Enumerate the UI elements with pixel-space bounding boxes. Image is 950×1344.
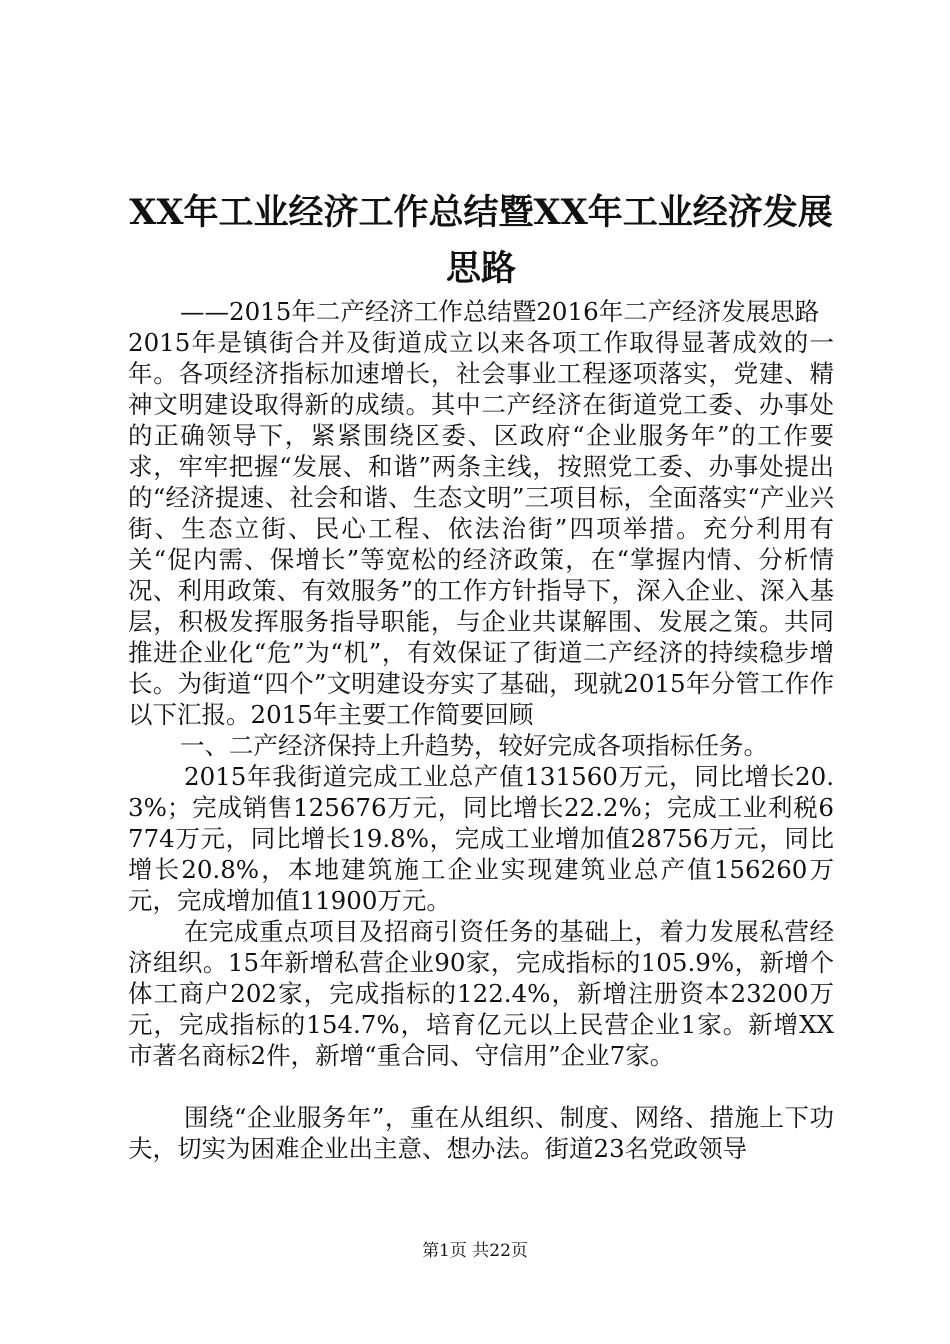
paragraph-intro: 2015年是镇街合并及街道成立以来各项工作取得显著成效的一年。各项经济指标加速增长，社会事业工程逐项落实，党建、精神文明建设取得新的成绩。其中二产经济在街道党工委、办事处的正确领导下，紧紧围绕区委、区政府“企业服务年”的工作要求，牢牢把握“发展、和谐”两条主线，按照党工委、办事处提出的“经济提速、社会和谐、生态文明”三项目标，全面落实“产业兴街、生态立街、民心工程、依法治街”四项举措。充分利用有关“促内需、保增长”等宽松的经济政策，在“掌握内情、分析情况、利用政策、有效服务”的工作方针指导下，深入企业、深入基层，积极发挥服务指导职能，与企业共谋解围、发展之策。共同推进企业化“危”为“机”，有效保证了街道二产经济的持续稳步增长。为街道“四个”文明建设夯实了基础，现就2015年分管工作作以下汇报。2015年主要工作简要回顾 [128,328,834,729]
document-title: XX年工业经济工作总结暨XX年工业经济发展 思路 [129,192,833,289]
paragraph-private-economy: 在完成重点项目及招商引资任务的基础上，着力发展私营经济组织。15年新增私营企业90家，完成指标的105.9%，新增个体工商户202家，完成指标的122.4%，新增注册资本23200万元，完成指标的154.7%，培育亿元以上民营企业1家。新增XX市著名商标2件，新增“重合同、守信用”企业7家。 [128,917,834,1070]
page-number: 第1页 共22页 [422,1241,528,1261]
document-page [128,0,834,1344]
document-subtitle: ——2015年二产经济工作总结暨2016年二产经济发展思路 [180,297,820,326]
paragraph-spacer [128,1071,834,1102]
paragraph-enterprise-service: 围绕“企业服务年”，重在从组织、制度、网络、措施上下功夫，切实为困难企业出主意、想办法。街道23名党政领导 [128,1103,834,1163]
paragraph-output-figures: 2015年我街道完成工业总产值131560万元，同比增长20.3%；完成销售125676万元，同比增长22.2%；完成工业利税6774万元，同比增长19.8%，完成工业增加值28756万元，同比增长20.8%，本地建筑施工企业实现建筑业总产值156260万元，完成增加值11900万元。 [128,762,834,915]
document-body [128,296,834,1164]
section-heading: 一、二产经济保持上升趋势，较好完成各项指标任务。 [180,731,768,760]
